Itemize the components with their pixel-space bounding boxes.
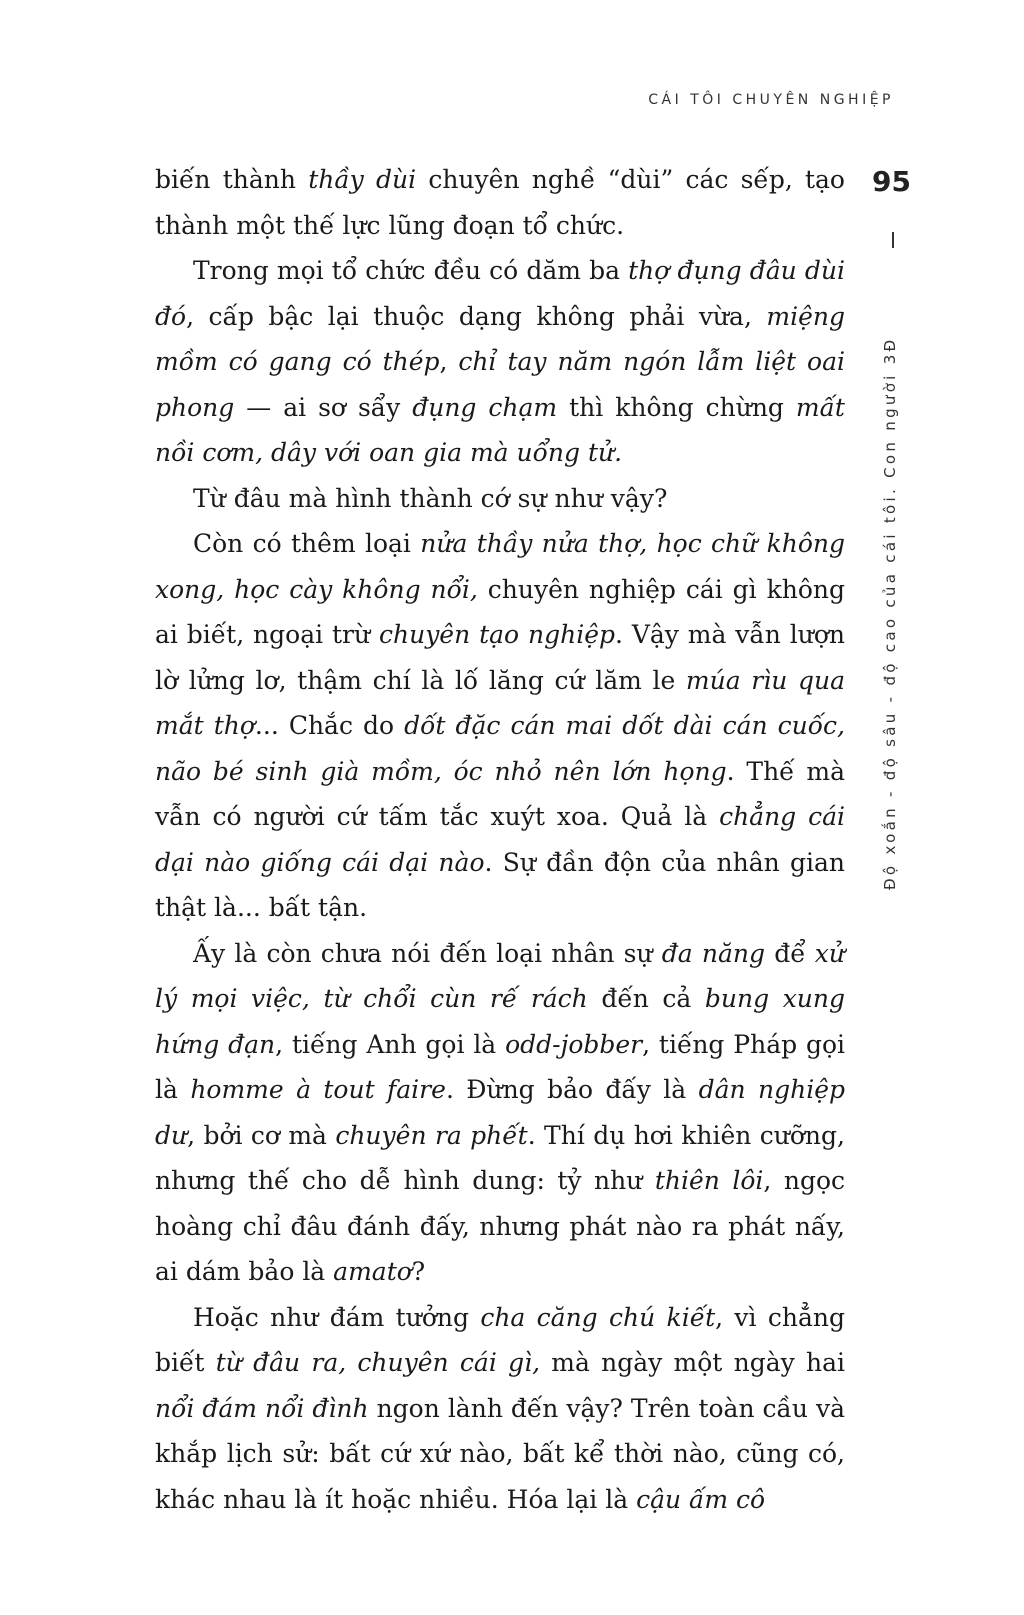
italic-run: chỉ tay năm ngón lẫm liệt oai phong	[155, 347, 845, 422]
text-run: chuyên nghề “dùi” các sếp, tạo thành một thế lực lũng đoạn tổ chức.	[155, 165, 845, 240]
italic-run: amatơ	[333, 1257, 412, 1286]
paragraph	[155, 157, 845, 248]
italic-run: thầy dùi	[308, 165, 417, 194]
text-run: mà ngày một ngày hai	[540, 1348, 845, 1377]
side-rule-divider	[892, 232, 894, 248]
italic-run: homme à tout faire	[190, 1075, 446, 1104]
italic-run: dốt đặc cán mai dốt dài cán cuốc, não bé sinh già mồm, óc nhỏ nên lớn họng	[155, 711, 845, 786]
italic-run: mất nồi cơm, dây với oan gia mà uổng tử.	[155, 392, 845, 467]
italic-run: cậu ấm cô	[636, 1484, 766, 1514]
italic-run: từ đâu ra, chuyên cái gì,	[215, 1348, 541, 1377]
text-run: , ngọc hoàng chỉ đâu đánh đấy, nhưng phát nào ra phát nấy, ai dám bảo là	[155, 1166, 846, 1286]
text-run: , tiếng Pháp gọi là	[155, 1029, 846, 1104]
text-run: , cấp bậc lại thuộc dạng không phải vừa,	[186, 301, 767, 331]
text-run: để	[765, 938, 815, 968]
paragraph	[155, 521, 845, 931]
italic-run: miệng mồm có gang có thép	[155, 301, 845, 376]
text-run: ... Chắc do	[254, 711, 405, 740]
text-run: chuyên nghiệp cái gì không ai biết, ngoại trừ	[155, 574, 846, 649]
body-text	[155, 157, 845, 1522]
text-run: Còn có thêm loại	[193, 529, 421, 558]
text-run: Hoặc như đám tưởng	[193, 1302, 481, 1332]
paragraph	[155, 476, 845, 522]
text-run: ngon lành đến vậy? Trên toàn cầu và khắp lịch sử: bất cứ xứ nào, bất kể thời nào, cũng có, khác nhau là ít hoặc nhiều. Hóa lại là	[155, 1393, 845, 1514]
text-run: Ấy là còn chưa nói đến loại nhân sự	[193, 938, 662, 968]
page-number: 95	[872, 165, 911, 198]
italic-run: cha căng chú kiết	[480, 1302, 716, 1332]
text-run: ?	[411, 1257, 426, 1286]
italic-run: nổi đám nổi đình	[155, 1393, 369, 1423]
text-run: , tiếng Anh gọi là	[275, 1029, 506, 1059]
italic-run: đa năng	[661, 938, 766, 968]
italic-run: xử lý mọi việc, từ chổi cùn rế rách	[155, 938, 845, 1013]
paragraph	[155, 931, 845, 1295]
text-run: — ai sơ sẩy	[234, 392, 413, 422]
running-head: CÁI TÔI CHUYÊN NGHIỆP	[648, 92, 894, 108]
text-run: biến thành	[155, 165, 309, 194]
text-run: Từ đâu mà hình thành cớ sự như vậy?	[193, 483, 668, 513]
italic-run: nửa thầy nửa thợ, học chữ không xong, học cày không nổi,	[155, 529, 846, 604]
italic-run: thiên lôi	[654, 1166, 764, 1195]
italic-run: dân nghiệp dư	[155, 1075, 846, 1150]
text-run: . Thế mà vẫn có người cứ tấm tắc xuýt xoa. Quả là	[155, 756, 846, 831]
side-title-text: Độ xoắn - độ sâu - độ cao của cái tôi. Con người 3Đ	[881, 336, 899, 890]
text-run: thì không chừng	[557, 392, 796, 422]
text-run: . Thí dụ hơi khiên cưỡng, nhưng thế cho dễ hình dung: tỷ như	[155, 1120, 845, 1195]
italic-run: odd-jobber	[505, 1029, 643, 1059]
paragraph	[155, 248, 845, 476]
italic-run: chuyên ra phết	[335, 1120, 528, 1150]
italic-run: chuyên tạo nghiệp	[378, 620, 615, 649]
italic-run: múa rìu qua mắt thợ	[155, 665, 845, 740]
italic-run: đụng chạm	[412, 392, 558, 422]
italic-run: thợ đụng đâu dùi đó	[155, 256, 846, 331]
text-run: đến cả	[587, 984, 705, 1013]
text-run: , vì chẳng biết	[155, 1302, 845, 1377]
text-run: Trong mọi tổ chức đều có dăm ba	[193, 256, 629, 285]
paragraph	[155, 1295, 845, 1523]
text-run: . Sự đần độn của nhân gian thật là... bất tận.	[155, 847, 845, 922]
italic-run: chẳng cái dại nào giống cái dại nào	[155, 802, 846, 877]
text-run: , bởi cơ mà	[187, 1120, 336, 1150]
text-run: ,	[439, 347, 459, 376]
text-run: . Vậy mà vẫn lượn lờ lửng lơ, thậm chí là lố lăng cứ lăm le	[155, 620, 845, 695]
italic-run: bung xung hứng đạn	[155, 984, 845, 1059]
text-run: . Đừng bảo đấy là	[445, 1075, 699, 1104]
